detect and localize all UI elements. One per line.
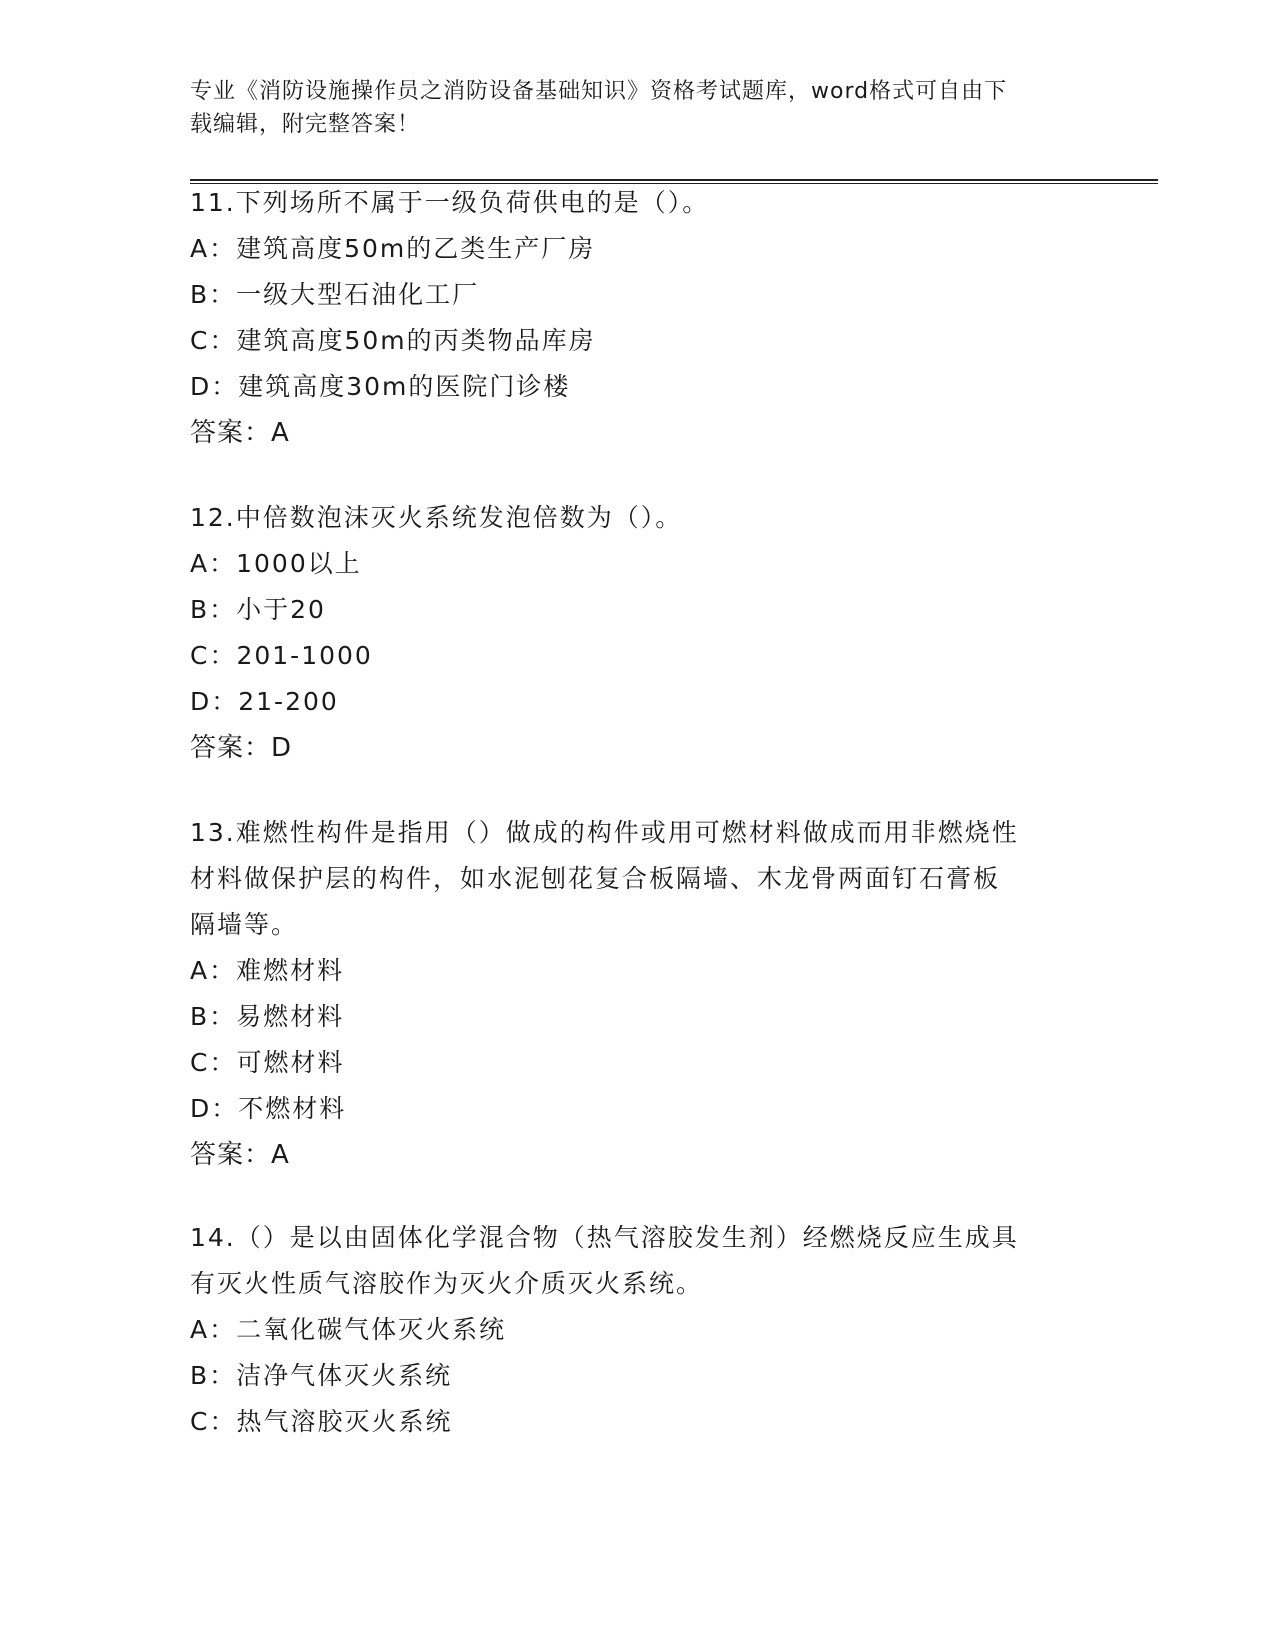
answer-label: 答案：A [190, 1140, 290, 1170]
question-stem-line-1: 14.（）是以由固体化学混合物（热气溶胶发生剂）经燃烧反应生成具 [190, 1223, 1019, 1252]
question-stem: 12.中倍数泡沫灭火系统发泡倍数为（）。 [190, 503, 683, 532]
option-c: C：热气溶胶灭火系统 [190, 1407, 453, 1436]
question-12 [190, 495, 1090, 771]
question-stem-line-1: 13.难燃性构件是指用（）做成的构件或用可燃材料做成而用非燃烧性 [190, 818, 1019, 847]
option-c: C：建筑高度50m的丙类物品库房 [190, 326, 596, 355]
question-stem-line-2: 材料做保护层的构件，如水泥刨花复合板隔墙、木龙骨两面钉石膏板 [190, 864, 1001, 893]
question-13 [190, 810, 1090, 1178]
question-11 [190, 180, 1090, 456]
option-c: C：201-1000 [190, 641, 373, 670]
option-a: A：建筑高度50m的乙类生产厂房 [190, 234, 596, 263]
option-b: B：易燃材料 [190, 1002, 345, 1031]
document-header [190, 75, 1090, 141]
question-stem-line-2: 有灭火性质气溶胶作为灭火介质灭火系统。 [190, 1269, 704, 1298]
option-a: A：二氧化碳气体灭火系统 [190, 1315, 507, 1344]
question-stem: 11.下列场所不属于一级负荷供电的是（）。 [190, 188, 710, 217]
header-line-1: 专业《消防设施操作员之消防设备基础知识》资格考试题库，word格式可自由下 [190, 79, 1008, 104]
header-line-2: 载编辑，附完整答案！ [190, 112, 421, 137]
answer-label: 答案：D [190, 733, 293, 763]
question-14 [190, 1215, 1090, 1445]
option-d: D：建筑高度30m的医院门诊楼 [190, 372, 571, 401]
option-b: B：洁净气体灭火系统 [190, 1361, 453, 1390]
option-b: B：小于20 [190, 595, 326, 624]
option-d: D：21-200 [190, 687, 339, 716]
question-stem-line-3: 隔墙等。 [190, 910, 299, 939]
option-a: A：1000以上 [190, 549, 362, 578]
option-a: A：难燃材料 [190, 956, 345, 985]
option-b: B：一级大型石油化工厂 [190, 280, 480, 309]
option-d: D：不燃材料 [190, 1094, 347, 1123]
option-c: C：可燃材料 [190, 1048, 345, 1077]
answer-label: 答案：A [190, 418, 290, 448]
